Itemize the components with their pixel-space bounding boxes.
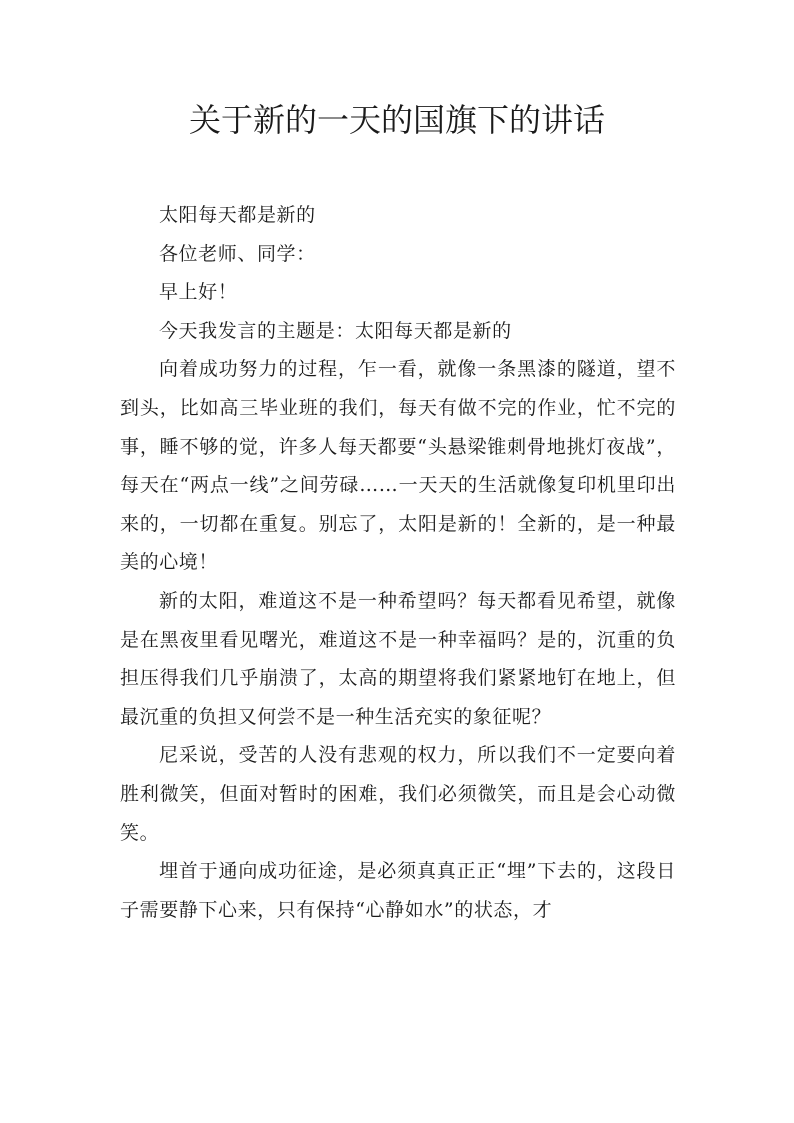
paragraph-greeting: 早上好！ (158, 281, 238, 304)
document-title: 关于新的一天的国旗下的讲话 (188, 101, 605, 139)
document-body (120, 196, 676, 929)
paragraph-body: 向着成功努力的过程，乍一看，就像一条黑漆的隧道，望不到头，比如高三毕业班的我们，每天有做不完的作业，忙不完的事，睡不够的觉，许多人每天都要“头悬梁锥刺骨地挑灯夜战”，每天在“两点一线”之间劳碌……一天天的生活就像复印机里印出来的，一切都在重复。别忘了，太阳是新的！全新的，是一种最美的心境！ (120, 358, 676, 574)
paragraph-body: 埋首于通向成功征途，是必须真真正正“埋”下去的，这段日子需要静下心来，只有保持“心静如水”的状态，才 (120, 860, 676, 921)
paragraph-topic: 今天我发言的主题是：太阳每天都是新的 (158, 319, 512, 342)
paragraph-salutation: 各位老师、同学： (158, 242, 316, 265)
paragraph-body: 尼采说，受苦的人没有悲观的权力，所以我们不一定要向着胜利微笑，但面对暂时的困难，我们必须微笑，而且是会心动微笑。 (120, 744, 676, 844)
paragraph-subtitle: 太阳每天都是新的 (158, 204, 316, 226)
paragraph-body: 新的太阳，难道这不是一种希望吗？每天都看见希望，就像是在黑夜里看见曙光，难道这不是一种幸福吗？是的，沉重的负担压得我们几乎崩溃了，太高的期望将我们紧紧地钉在地上，但最沉重的负担又何尝不是一种生活充实的象征呢？ (120, 589, 676, 728)
